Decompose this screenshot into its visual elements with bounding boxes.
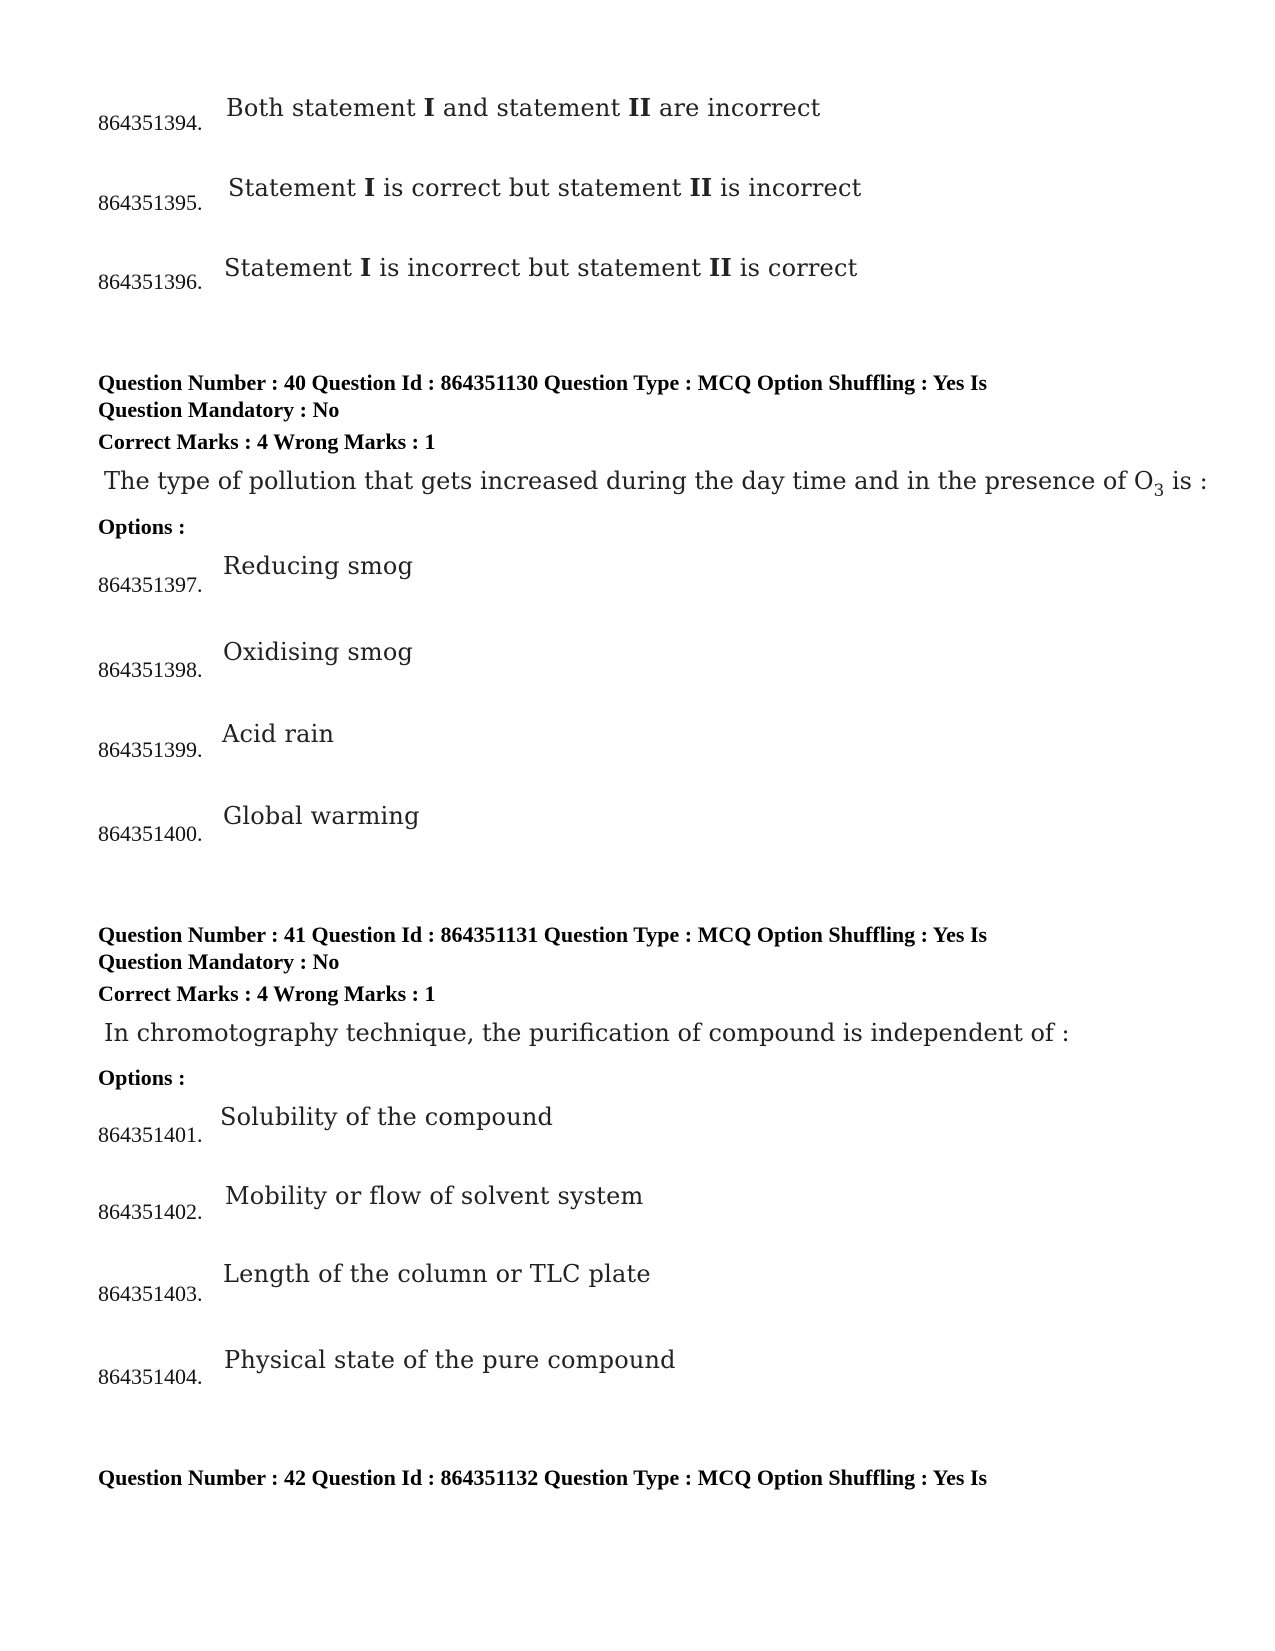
option-text: Physical state of the pure compound (224, 1346, 676, 1374)
option-text: Reducing smog (223, 552, 414, 580)
option-id: 864351402. (98, 1199, 203, 1224)
option-text: Global warming (223, 802, 420, 830)
question-header: Question Number : 40 Question Id : 864351130 Question Type : MCQ Option Shuffling : Yes Is (98, 370, 988, 395)
question-mandatory: Question Mandatory : No (98, 949, 340, 974)
option-id: 864351395. (98, 190, 203, 215)
question-text: In chromotography technique, the purification of compound is independent of : (104, 1019, 1070, 1047)
question-marks: Correct Marks : 4 Wrong Marks : 1 (98, 981, 436, 1006)
question-header: Question Number : 42 Question Id : 864351132 Question Type : MCQ Option Shuffling : Yes Is (98, 1465, 988, 1490)
option-id: 864351397. (98, 572, 203, 597)
options-label: Options : (98, 1065, 186, 1090)
option-text: Statement I is incorrect but statement II is correct (224, 253, 858, 282)
question-text: The type of pollution that gets increased during the day time and in the presence of $O_3$ is : (104, 467, 1208, 501)
option-id: 864351404. (98, 1364, 203, 1389)
option-text: Mobility or flow of solvent system (225, 1182, 644, 1210)
options-label: Options : (98, 514, 186, 539)
option-id: 864351400. (98, 821, 203, 846)
question-header: Question Number : 41 Question Id : 864351131 Question Type : MCQ Option Shuffling : Yes Is (98, 922, 988, 947)
option-text: Both statement I and statement II are incorrect (226, 93, 821, 122)
option-id: 864351396. (98, 269, 203, 294)
option-text: Solubility of the compound (220, 1103, 554, 1131)
question-mandatory: Question Mandatory : No (98, 397, 340, 422)
option-id: 864351399. (98, 737, 203, 762)
option-id: 864351403. (98, 1281, 203, 1306)
option-text: Oxidising smog (223, 638, 414, 666)
option-id: 864351398. (98, 657, 203, 682)
question-marks: Correct Marks : 4 Wrong Marks : 1 (98, 429, 436, 454)
option-text: Statement I is correct but statement II is incorrect (228, 173, 862, 202)
option-text: Acid rain (222, 720, 335, 748)
option-id: 864351394. (98, 110, 203, 135)
option-id: 864351401. (98, 1122, 203, 1147)
option-text: Length of the column or TLC plate (223, 1260, 651, 1288)
